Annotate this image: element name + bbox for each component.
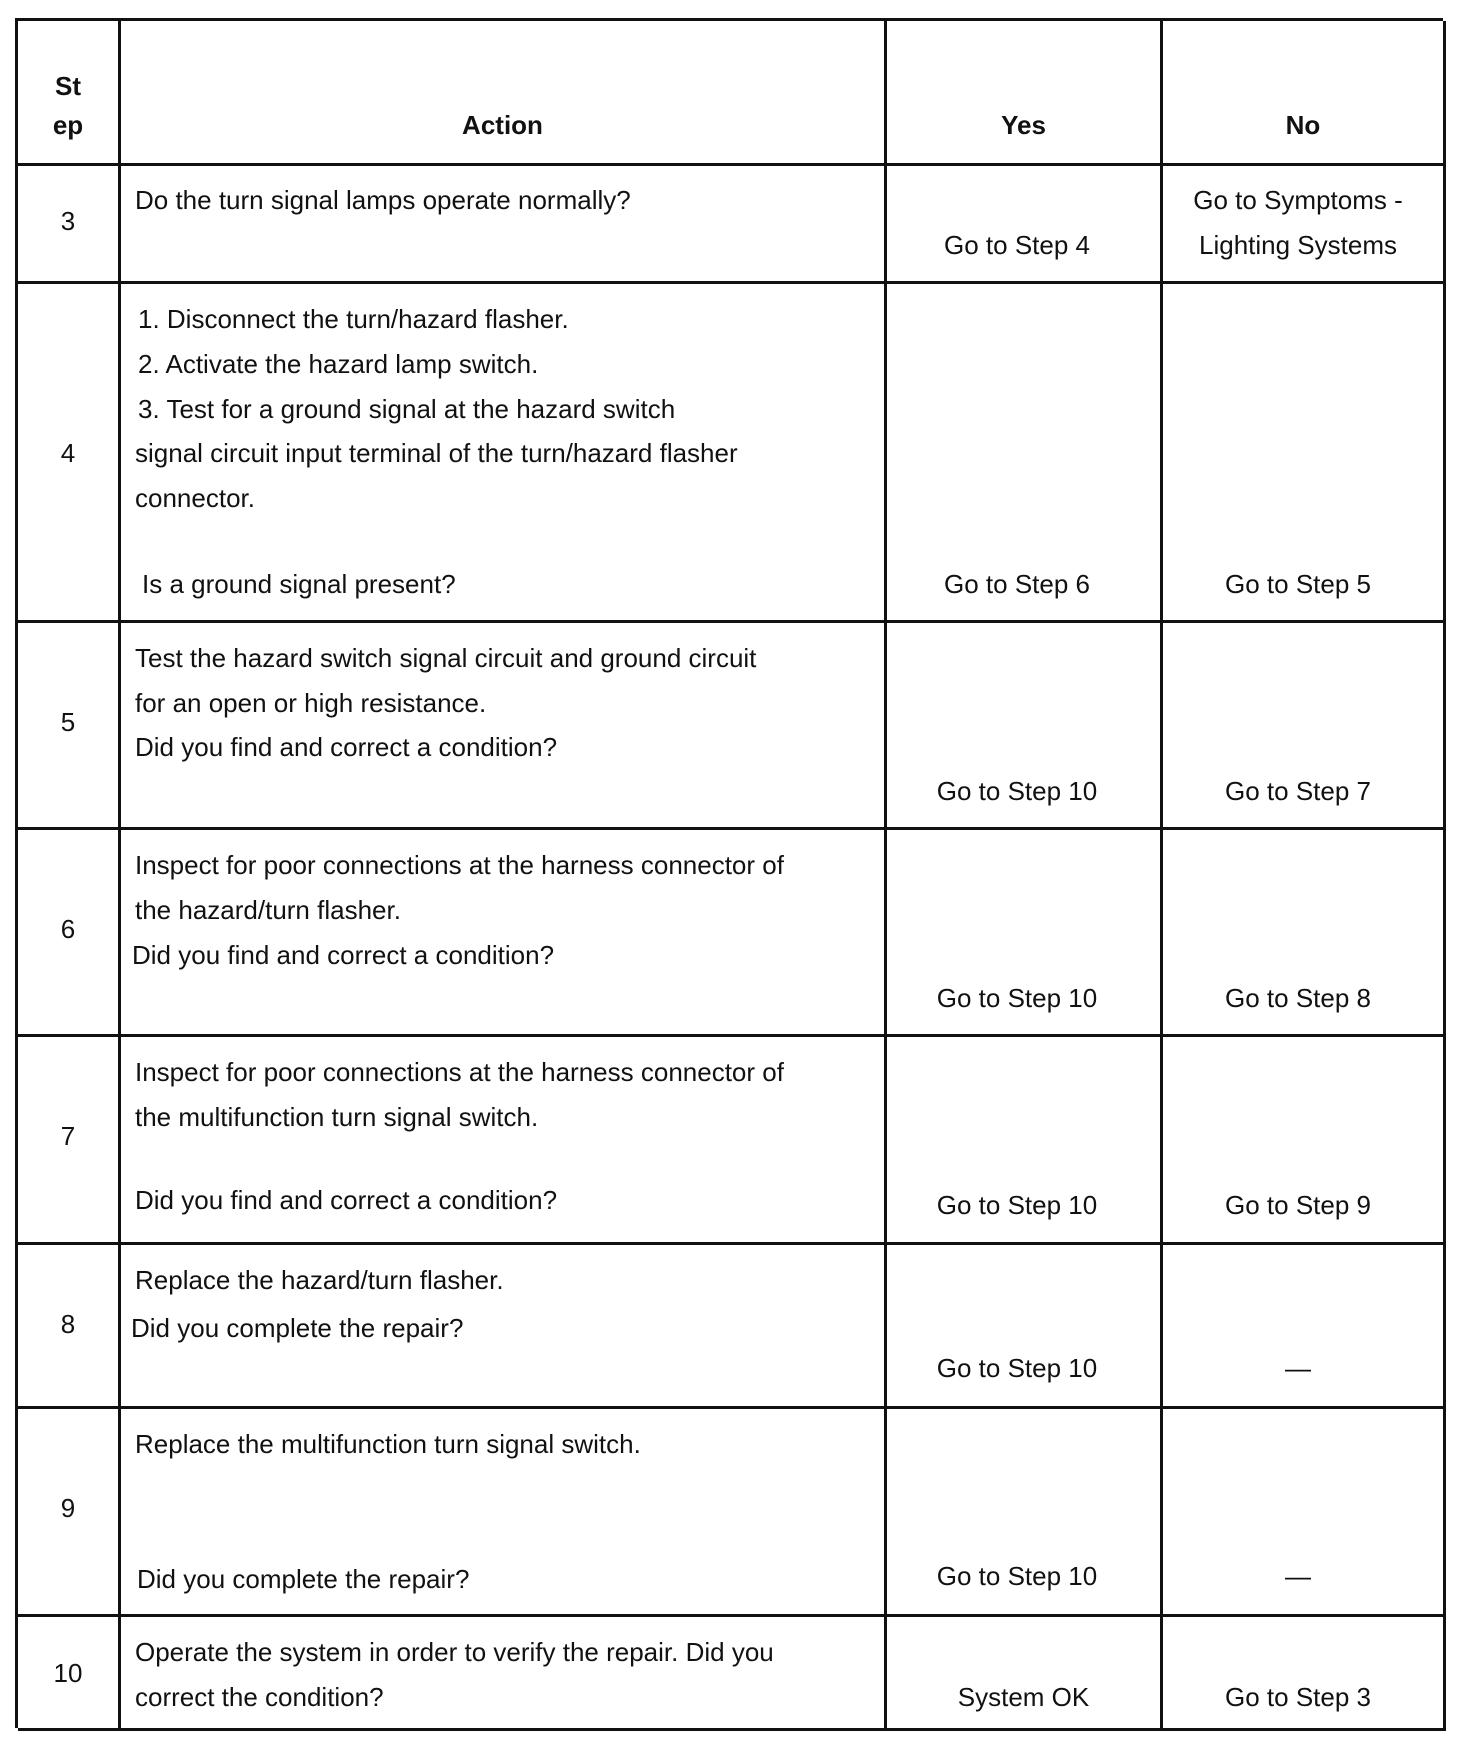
table-row-step-10-no <box>1163 1617 1446 1731</box>
header-no: No <box>1285 110 1321 140</box>
action-question: Did you complete the repair? <box>131 1313 464 1343</box>
table-row-step-7-yes <box>887 1037 1163 1245</box>
table-row-step-8-action <box>121 1245 887 1409</box>
action-text: Test the hazard switch signal circuit and ground circuit <box>135 643 757 673</box>
table-row-step-9-step <box>18 1409 121 1617</box>
table-row-step-3-action <box>121 166 887 284</box>
table-row-step-7-action <box>121 1037 887 1245</box>
step-number: 10 <box>53 1658 83 1688</box>
table-row-step-3-yes <box>887 166 1163 284</box>
yes-result: Go to Step 10 <box>936 1353 1098 1383</box>
table-row-step-4-step <box>18 284 121 623</box>
table-row-step-4-no <box>1163 284 1446 623</box>
no-result: Go to Step 9 <box>1225 1190 1371 1220</box>
table-row-step-6-step <box>18 830 121 1037</box>
step-number: 8 <box>60 1309 76 1339</box>
header-action-cell <box>121 21 887 166</box>
action-text: signal circuit input terminal of the turn/hazard flasher <box>135 438 738 468</box>
table-row-step-9-action <box>121 1409 887 1617</box>
yes-result: Go to Step 10 <box>936 1190 1098 1220</box>
action-text: 2. Activate the hazard lamp switch. <box>138 349 539 379</box>
step-number: 9 <box>60 1493 76 1523</box>
action-text: the hazard/turn flasher. <box>135 895 401 925</box>
action-text: Replace the hazard/turn flasher. <box>135 1265 504 1295</box>
action-text: Inspect for poor connections at the harness connector of <box>135 1057 784 1087</box>
table-row-step-7-step <box>18 1037 121 1245</box>
table-row-step-8-no <box>1163 1245 1446 1409</box>
table-row-step-7-no <box>1163 1037 1446 1245</box>
header-yes: Yes <box>1001 110 1046 140</box>
yes-result: Go to Step 4 <box>944 230 1090 260</box>
table-row-step-5-yes <box>887 623 1163 830</box>
action-text: Inspect for poor connections at the harness connector of <box>135 850 784 880</box>
step-number: 3 <box>60 206 76 236</box>
header-step-cell <box>18 21 121 166</box>
table-row-step-8-step <box>18 1245 121 1409</box>
action-text: connector. <box>135 483 255 513</box>
table-row-step-3-step <box>18 166 121 284</box>
header-step-line1: St <box>55 71 81 101</box>
action-question: Did you complete the repair? <box>137 1564 470 1594</box>
action-text: Replace the multifunction turn signal switch. <box>135 1429 641 1459</box>
action-question: Is a ground signal present? <box>142 569 456 599</box>
header-yes-cell <box>887 21 1163 166</box>
table-row-step-5-action <box>121 623 887 830</box>
table-row-step-10-step <box>18 1617 121 1731</box>
yes-result: Go to Step 10 <box>936 1561 1098 1591</box>
table-row-step-4-action <box>121 284 887 623</box>
table-row-step-9-no <box>1163 1409 1446 1617</box>
table-row-step-8-yes <box>887 1245 1163 1409</box>
header-step-line2: ep <box>52 110 84 140</box>
diagnostic-table <box>15 18 1443 1728</box>
no-result-line2: Lighting Systems <box>1199 230 1397 260</box>
yes-result: Go to Step 10 <box>936 776 1098 806</box>
action-text: 1. Disconnect the turn/hazard flasher. <box>138 304 569 334</box>
table-row-step-10-action <box>121 1617 887 1731</box>
action-question: Did you find and correct a condition? <box>135 1185 558 1215</box>
table-row-step-6-action <box>121 830 887 1037</box>
table-row-step-5-step <box>18 623 121 830</box>
action-question: Did you find and correct a condition? <box>132 940 555 970</box>
table-row-step-6-yes <box>887 830 1163 1037</box>
yes-result: Go to Step 6 <box>944 569 1090 599</box>
action-text: Operate the system in order to verify the repair. Did you <box>135 1637 774 1667</box>
action-question: correct the condition? <box>135 1682 384 1712</box>
table-row-step-3-no <box>1163 166 1446 284</box>
no-result: Go to Step 3 <box>1225 1682 1371 1712</box>
table-row-step-4-yes <box>887 284 1163 623</box>
no-result: — <box>1285 1561 1311 1591</box>
no-result: Go to Step 7 <box>1225 776 1371 806</box>
header-no-cell <box>1163 21 1446 166</box>
table-row-step-10-yes <box>887 1617 1163 1731</box>
no-result-line1: Go to Symptoms - <box>1193 185 1403 215</box>
step-number: 5 <box>60 707 76 737</box>
no-result: Go to Step 5 <box>1225 569 1371 599</box>
step-number: 4 <box>60 438 76 468</box>
table-row-step-6-no <box>1163 830 1446 1037</box>
no-result: — <box>1285 1353 1311 1383</box>
no-result: Go to Step 8 <box>1225 983 1371 1013</box>
action-text: the multifunction turn signal switch. <box>135 1102 539 1132</box>
step-number: 6 <box>60 914 76 944</box>
header-action: Action <box>462 110 543 140</box>
action-question: Did you find and correct a condition? <box>135 732 558 762</box>
table-row-step-9-yes <box>887 1409 1163 1617</box>
action-text: 3. Test for a ground signal at the hazard switch <box>138 394 676 424</box>
table-row-step-5-no <box>1163 623 1446 830</box>
step-number: 7 <box>60 1121 76 1151</box>
yes-result: Go to Step 10 <box>936 983 1098 1013</box>
action-text: for an open or high resistance. <box>135 688 487 718</box>
yes-result: System OK <box>957 1682 1090 1712</box>
action-text: Do the turn signal lamps operate normally? <box>135 185 631 215</box>
